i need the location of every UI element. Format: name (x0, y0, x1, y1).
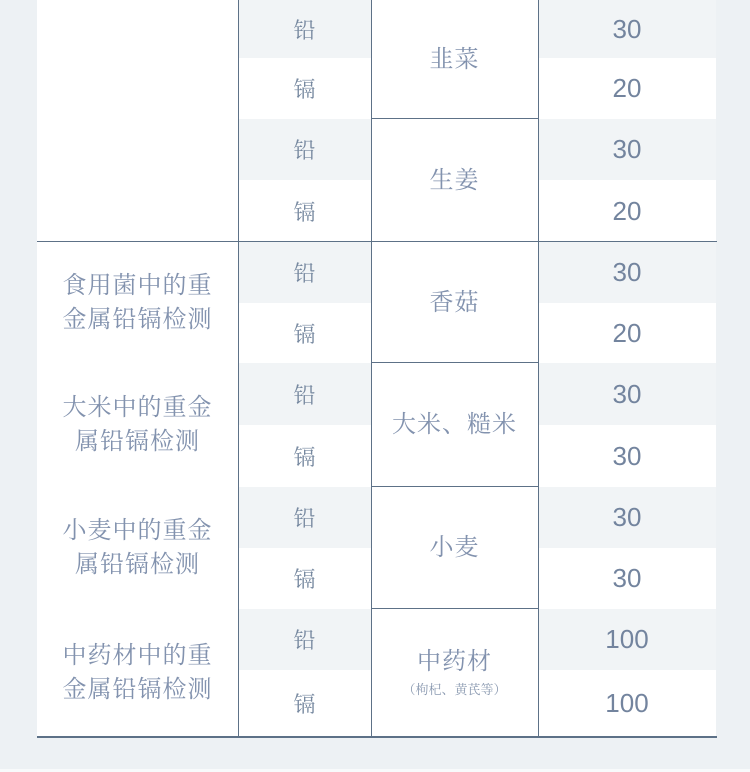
category-cell (37, 487, 238, 609)
category-cell (37, 0, 238, 242)
value-cell: 30 (612, 563, 642, 593)
value-cell: 20 (612, 317, 642, 348)
metal-cell: 镉 (293, 567, 316, 592)
sample-label: 香菇 (429, 288, 480, 316)
category-cell (37, 242, 238, 363)
sample-label: 生姜 (429, 166, 480, 194)
group-row-divider (37, 241, 717, 242)
sample-label: 中药材 (417, 648, 492, 675)
sample-cell (371, 0, 538, 119)
metal-cell: 镉 (293, 691, 316, 717)
metal-cell: 铅 (238, 0, 371, 58)
sample-label: 大米、糙米 (392, 411, 517, 438)
value-cell: 100 (538, 609, 716, 670)
sample-cell (371, 363, 538, 487)
sample-sublabel: （枸杞、黄芪等） (402, 682, 507, 697)
sample-row-divider (371, 118, 539, 119)
metal-cell: 铅 (238, 119, 371, 180)
column-divider (538, 0, 539, 737)
metal-cell: 铅 (238, 242, 371, 303)
category-label: 中药材中的重金属铅镉检测 (62, 641, 213, 703)
sample-cell (371, 609, 538, 736)
category-label: 食用菌中的重金属铅镉检测 (62, 271, 213, 333)
sample-cell (371, 119, 538, 242)
value-cell: 30 (612, 440, 642, 471)
sample-label: 韭菜 (429, 45, 480, 73)
column-divider (371, 0, 372, 737)
sample-label: 小麦 (429, 534, 480, 561)
category-cell (37, 609, 238, 736)
category-cell (37, 363, 238, 487)
sample-row-divider (371, 608, 539, 609)
metal-cell: 镉 (293, 199, 316, 225)
value-cell: 30 (538, 487, 716, 548)
value-cell: 100 (605, 687, 649, 718)
category-label: 大米中的重金属铅镉检测 (62, 394, 213, 455)
test-items-table (37, 0, 716, 736)
metal-cell: 镉 (293, 77, 316, 102)
metal-cell: 铅 (238, 363, 371, 425)
metal-cell: 镉 (293, 444, 316, 470)
metal-cell: 铅 (238, 487, 371, 548)
value-cell: 30 (538, 363, 716, 425)
sample-row-divider (371, 486, 539, 487)
category-label: 小麦中的重金属铅镉检测 (62, 517, 213, 578)
metal-cell: 镉 (293, 321, 316, 347)
sample-cell (371, 487, 538, 609)
metal-cell: 铅 (238, 609, 371, 670)
column-divider (238, 0, 239, 737)
sample-cell (371, 242, 538, 363)
value-cell: 30 (538, 0, 716, 58)
sample-row-divider (371, 362, 539, 363)
table-bottom-border (37, 736, 717, 738)
value-cell: 20 (612, 73, 642, 103)
value-cell: 20 (612, 195, 642, 226)
value-cell: 30 (538, 119, 716, 180)
value-cell: 30 (538, 242, 716, 303)
